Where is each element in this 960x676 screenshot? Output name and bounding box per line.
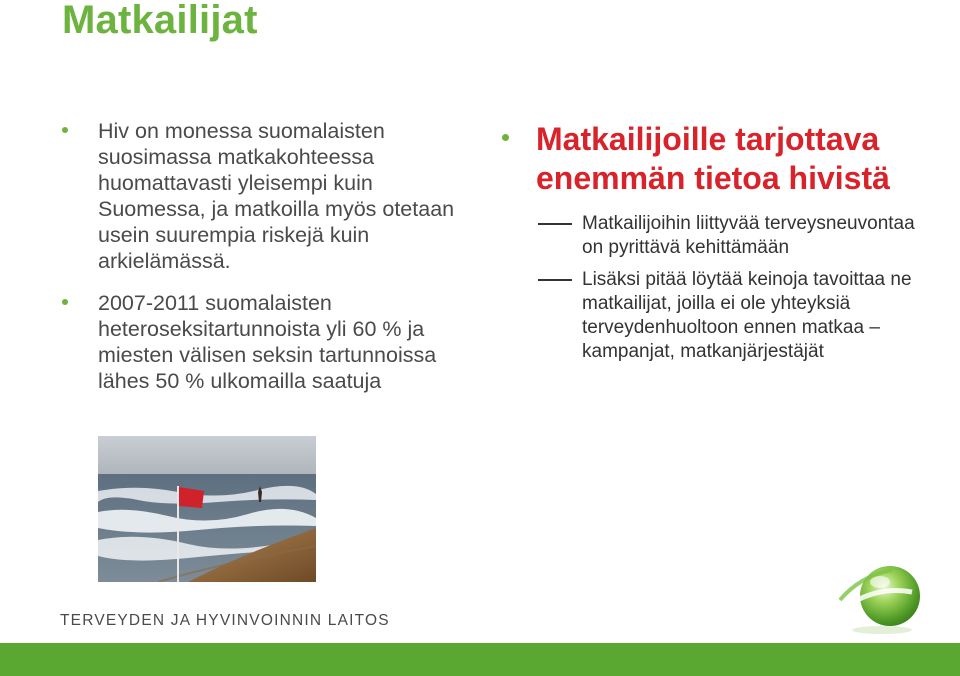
left-bullet-list <box>62 118 462 394</box>
right-sub-list <box>502 212 932 364</box>
right-content <box>502 120 932 364</box>
left-bullet-item <box>62 290 462 394</box>
left-bullet-item <box>62 118 462 274</box>
footer-bar <box>0 643 960 676</box>
left-bullet-text: 2007-2011 suomalaisten heteroseksitartunnoista yli 60 % ja miesten välisen seksin tartunnoissa lähes 50 % ulkomailla saatuja <box>98 291 437 393</box>
right-heading: Matkailijoille tarjottava enemmän tietoa hivistä <box>536 121 890 196</box>
organization-name: TERVEYDEN JA HYVINVOINNIN LAITOS <box>60 612 390 629</box>
right-sub-text: Lisäksi pitää löytää keinoja tavoittaa ne matkailijat, joilla ei ole yhteyksiä terveydenhuoltoon ennen matkaa –kampanjat, matkanjärjestäjät <box>582 269 912 362</box>
dash-icon <box>538 279 572 281</box>
bullet-icon <box>62 127 68 133</box>
right-heading-item <box>502 120 932 198</box>
right-sub-text: Matkailijoihin liittyvää terveysneuvontaa on pyrittävä kehittämään <box>582 213 915 258</box>
right-sub-item <box>502 268 932 364</box>
green-sphere-logo <box>830 556 930 636</box>
bullet-icon <box>502 134 509 141</box>
right-sub-item <box>502 212 932 260</box>
dash-icon <box>538 223 572 225</box>
slide-title: Matkailijat <box>62 0 258 42</box>
beach-red-flag-photo <box>98 436 316 582</box>
bullet-icon <box>62 299 68 305</box>
left-bullet-text: Hiv on monessa suomalaisten suosimassa matkakohteessa huomattavasti yleisempi kuin Suomessa, ja matkoilla myös otetaan usein suurempia riskejä kuin arkielämässä. <box>98 119 455 273</box>
